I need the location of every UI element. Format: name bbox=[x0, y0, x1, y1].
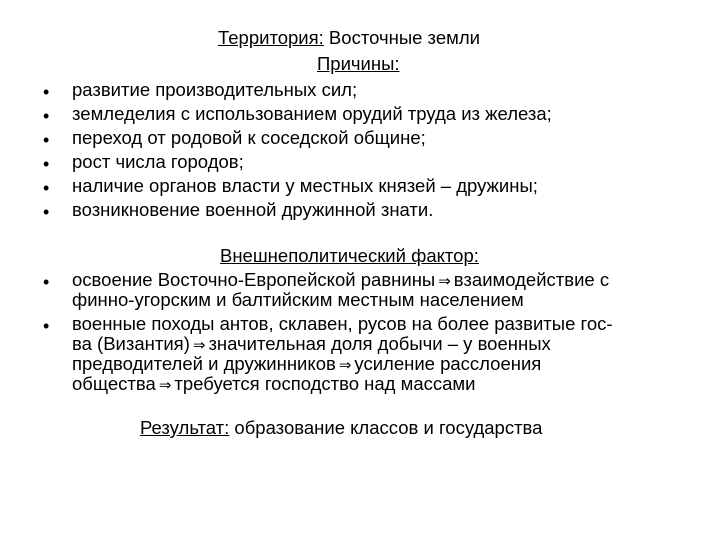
foreign-item-2-line-2 bbox=[72, 334, 551, 355]
foreign-item-2-line-1: военные походы антов, склавен, русов на более развитые гос- bbox=[72, 313, 613, 334]
cause-item-2: земледелия с использованием орудий труда из железа; bbox=[72, 103, 552, 124]
territory-label: Территория: bbox=[218, 27, 324, 48]
foreign-item-2-line-4b: требуется господство над массами bbox=[174, 373, 476, 394]
implies-arrow-icon: ⇒ bbox=[338, 356, 352, 374]
implies-arrow-icon: ⇒ bbox=[158, 376, 172, 394]
foreign-item-1-part-2: взаимодействие с bbox=[453, 269, 610, 290]
foreign-item-2-line-3 bbox=[72, 354, 541, 375]
foreign-item-2-line-3b: усиление расслоения bbox=[354, 353, 542, 374]
bullet-icon: • bbox=[43, 178, 50, 198]
implies-arrow-icon: ⇒ bbox=[192, 336, 206, 354]
foreign-item-2-line-3a: предводителей и дружинников bbox=[72, 353, 336, 374]
bullet-icon: • bbox=[43, 272, 50, 292]
result-line bbox=[140, 418, 542, 438]
implies-arrow-icon: ⇒ bbox=[438, 272, 451, 290]
cause-item-4: рост числа городов; bbox=[72, 151, 244, 172]
cause-item-5: наличие органов власти у местных князей – дружины; bbox=[72, 175, 538, 196]
result-label: Результат: bbox=[140, 417, 230, 438]
cause-item-1: развитие производительных сил; bbox=[72, 79, 358, 100]
foreign-item-1-line-1 bbox=[72, 270, 609, 291]
foreign-item-1-line-2: финно-угорским и балтийским местным населением bbox=[72, 289, 524, 310]
bullet-icon: • bbox=[43, 82, 50, 102]
causes-heading: Причины: bbox=[317, 53, 400, 74]
territory-line bbox=[218, 28, 480, 48]
foreign-heading: Внешнеполитический фактор: bbox=[220, 245, 479, 266]
bullet-icon: • bbox=[43, 106, 50, 126]
foreign-item-2-line-2b: значительная доля добычи – у военных bbox=[208, 333, 551, 354]
territory-value: Восточные земли bbox=[323, 27, 480, 48]
foreign-item-2-line-2a: ва (Византия) bbox=[72, 333, 190, 354]
cause-item-6: возникновение военной дружинной знати. bbox=[72, 199, 434, 220]
bullet-icon: • bbox=[43, 154, 50, 174]
foreign-item-2-line-4a: общества bbox=[72, 373, 156, 394]
bullet-icon: • bbox=[43, 316, 50, 336]
cause-item-3: переход от родовой к соседской общине; bbox=[72, 127, 426, 148]
foreign-item-1-part-1: освоение Восточно-Европейской равнины bbox=[72, 269, 436, 290]
bullet-icon: • bbox=[43, 130, 50, 150]
result-value: образование классов и государства bbox=[229, 417, 543, 438]
foreign-item-2-line-4 bbox=[72, 374, 475, 395]
bullet-icon: • bbox=[43, 202, 50, 222]
